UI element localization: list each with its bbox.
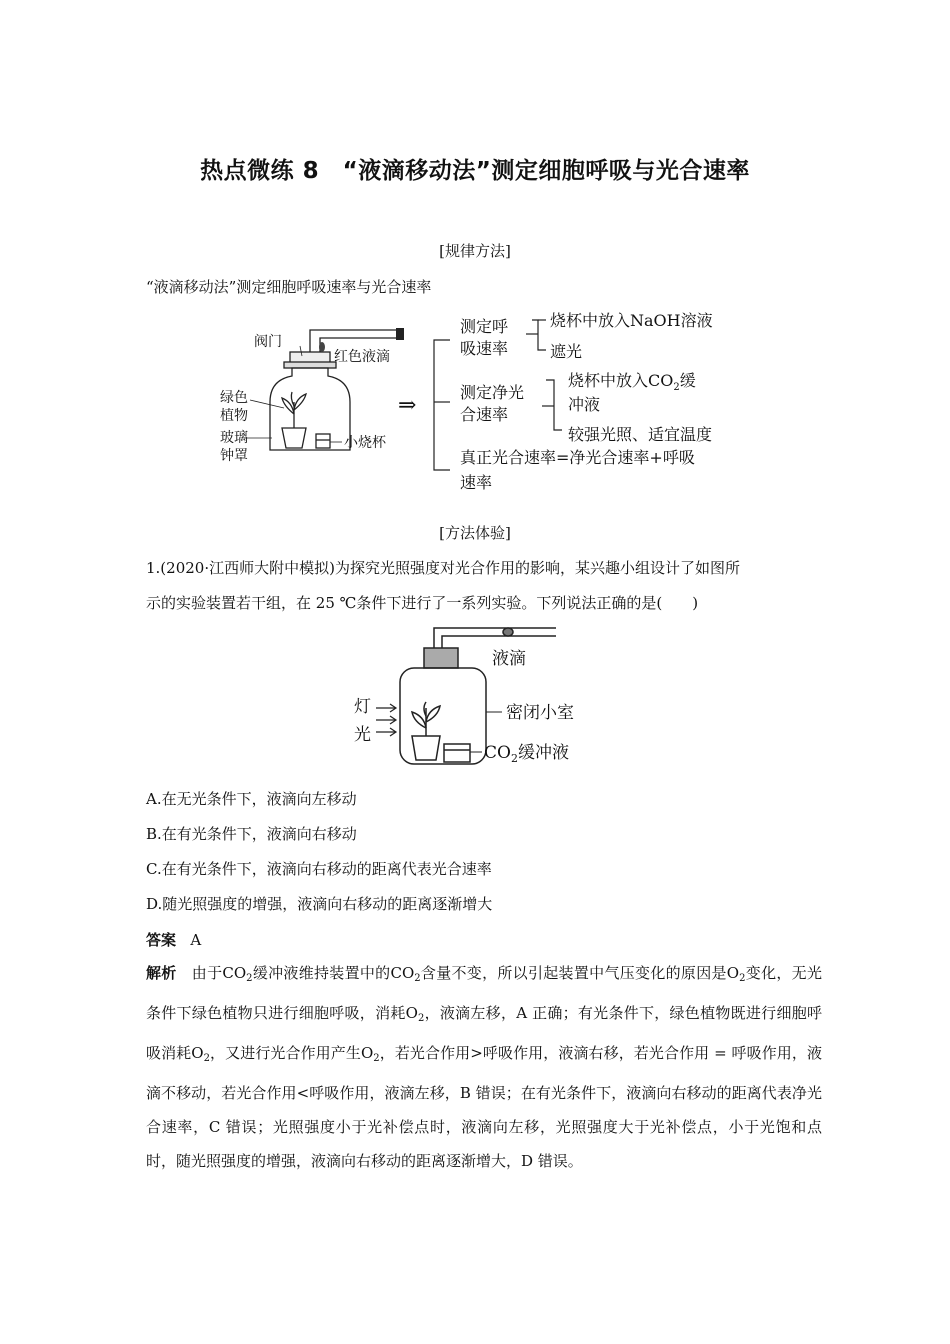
- label-chamber: 密闭小室: [506, 703, 574, 723]
- true-rate-line-1: 真正光合速率=净光合速率+呼吸: [460, 448, 695, 467]
- question-line-2: 示的实验装置若干组，在 25 ℃条件下进行了一系列实验。下列说法正确的是( ): [146, 594, 699, 612]
- rule-diagram: [210, 310, 750, 500]
- rule-section-heading: [规律方法]: [439, 242, 511, 260]
- label-buffer: $CO_2$缓冲液: [484, 743, 569, 765]
- net-label-2: 合速率: [460, 405, 509, 424]
- option-c: C.在有光条件下，液滴向右移动的距离代表光合速率: [146, 860, 492, 878]
- label-valve: 阀门: [254, 334, 282, 350]
- red-drop: [319, 342, 325, 352]
- label-green-plant-2: 植物: [220, 408, 248, 424]
- resp-option-naoh: 烧杯中放入NaOH溶液: [550, 311, 713, 330]
- page-title: 热点微练 8 “液滴移动法”测定细胞呼吸与光合速率: [200, 158, 750, 184]
- net-option-buffer-cont: 冲液: [568, 395, 601, 414]
- label-glass-cover-2: 钟罩: [220, 448, 248, 464]
- stopper: [424, 648, 458, 668]
- practice-section-heading: [方法体验]: [439, 524, 511, 542]
- net-label-1: 测定净光: [460, 383, 525, 402]
- answer-value: A: [190, 931, 202, 949]
- answer-row: [146, 929, 201, 950]
- valve-knob: [396, 328, 404, 340]
- resp-label-1: 测定呼: [460, 317, 509, 336]
- explanation-label: 解析: [146, 964, 177, 982]
- option-b: B.在有光条件下，液滴向右移动: [146, 825, 357, 843]
- implication-arrow: ⇒: [398, 393, 417, 418]
- resp-option-dark: 遮光: [550, 342, 583, 361]
- rule-intro: “液滴移动法”测定细胞呼吸速率与光合速率: [146, 278, 432, 296]
- option-a: A.在无光条件下，液滴向左移动: [146, 790, 357, 808]
- label-glass-cover-1: 玻璃: [220, 430, 248, 446]
- answer-label: 答案: [146, 931, 177, 949]
- true-rate-line-2: 速率: [460, 473, 493, 492]
- question-line-1: 1.(2020·江西师大附中模拟)为探究光照强度对光合作用的影响，某兴趣小组设计了如图所: [146, 559, 740, 577]
- label-lamp: 灯: [354, 697, 371, 717]
- label-light: 光: [354, 725, 371, 745]
- net-option-buffer: 烧杯中放入$CO_2$缓: [568, 371, 696, 393]
- buffer-beaker: [444, 744, 470, 762]
- explanation: 解析 由于$CO_2$缓冲液维持装置中的$CO_2$含量不变，所以引起装置中气压变化的原因是$O_2$变化，无光条件下绿色植物只进行细胞呼吸，消耗$O_2$，液滴左移，A 正确；有光条件下，绿色植物既进行细胞呼吸消耗$O_2$，又进行光合作用产生$O_2$，若光合作用>呼吸作用，液滴右移，若光合作用 = 呼吸作用，液滴不移动，若光合作用<呼吸作用，液滴左移，B 错误；在有光条件下，液滴向右移动的距离代表净光合速率，C 错误；光照强度小于光补偿点时，液滴向左移，光照强度大于光补偿点，小于光饱和点时，随光照强度的增强，液滴向右移动的距离逐渐增大，D 错误。: [146, 964, 822, 1170]
- label-drop: 液滴: [492, 649, 526, 669]
- drop-in-tube: [503, 628, 513, 636]
- label-green-plant-1: 绿色: [220, 390, 248, 406]
- label-beaker: 小烧杯: [344, 435, 386, 451]
- resp-label-2: 吸速率: [460, 339, 509, 358]
- option-d: D.随光照强度的增强，液滴向右移动的距离逐渐增大: [146, 895, 493, 913]
- net-option-light: 较强光照、适宜温度: [568, 425, 713, 444]
- experiment-figure: [346, 624, 606, 774]
- label-red-drop: 红色液滴: [334, 349, 390, 365]
